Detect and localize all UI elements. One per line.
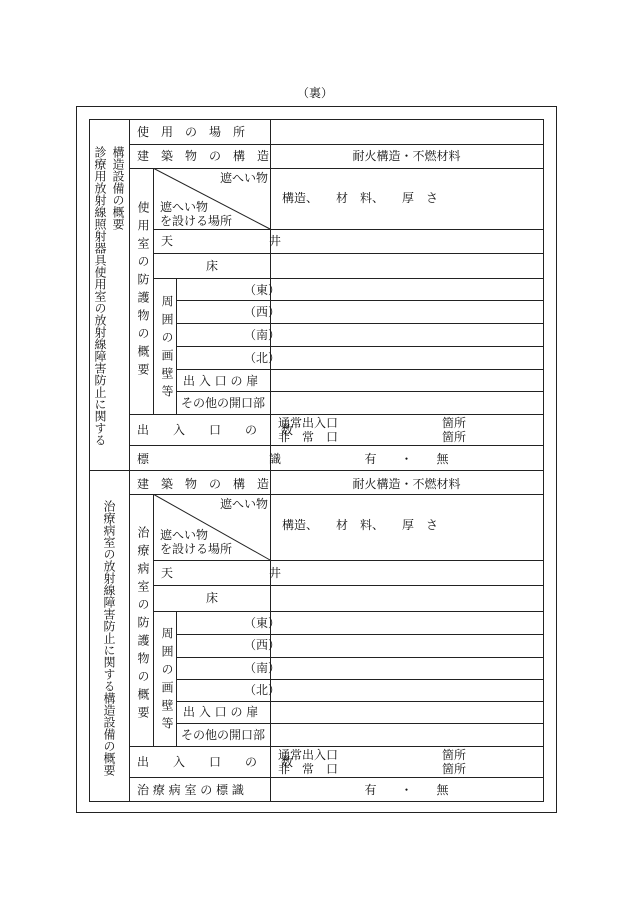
building-structure-label-2: 建 築 物 の 構 造	[137, 477, 270, 491]
emergency-exit-label: 非 常 口	[278, 430, 339, 444]
columns-header: 構造、 材 料、 厚 さ	[282, 191, 439, 205]
protect-group-label: 使用室の防護物の概要	[136, 201, 150, 381]
floor-label: 床	[206, 259, 219, 273]
sign-label: 標 識	[137, 452, 282, 466]
shield-header-bottom-2: を設ける場所	[160, 214, 233, 228]
wall-group-label-2: 周囲の画壁等	[160, 627, 174, 735]
building-structure-value-2[interactable]: 耐火構造・不燃材料	[352, 477, 461, 491]
normal-exit-label: 通常出入口	[278, 416, 339, 430]
other-openings-label-2: その他の開口部	[181, 728, 266, 742]
section2-title: 治療病室の放射線障害防止に関する構造設備の概要	[102, 500, 116, 776]
wall-east-label-2: （東）	[244, 616, 281, 630]
wall-group-label: 周囲の画壁等	[160, 295, 174, 403]
shield-header-bottom-1-2: 遮へい物	[160, 528, 209, 542]
entrance-door-label-2: 出 入 口 の 扉	[183, 705, 259, 719]
normal-exit-label-2: 通常出入口	[278, 748, 339, 762]
emergency-exit-unit-2: 箇所	[442, 762, 467, 776]
wall-south-label: （南）	[244, 328, 281, 342]
sign-value-2[interactable]: 有 ・ 無	[364, 783, 449, 797]
page-header: （裏）	[296, 86, 333, 100]
emergency-exit-unit: 箇所	[442, 430, 467, 444]
wall-north-label: （北）	[244, 351, 281, 365]
other-openings-label: その他の開口部	[181, 396, 266, 410]
building-structure-label: 建 築 物 の 構 造	[137, 149, 270, 163]
floor-label-2: 床	[206, 591, 219, 605]
entrance-door-label: 出 入 口 の 扉	[183, 374, 259, 388]
ceiling-label-2: 天 井	[161, 566, 282, 580]
ceiling-label: 天 井	[161, 234, 282, 248]
building-structure-value[interactable]: 耐火構造・不燃材料	[352, 149, 461, 163]
wall-north-label-2: （北）	[244, 683, 281, 697]
wall-west-label: （西）	[244, 305, 281, 319]
normal-exit-unit-2: 箇所	[442, 748, 467, 762]
entrance-count-label-2: 出 入 口 の 数	[137, 755, 294, 769]
columns-header-2: 構造、 材 料、 厚 さ	[282, 518, 439, 532]
normal-exit-unit: 箇所	[442, 416, 467, 430]
shield-header-bottom-2-2: を設ける場所	[160, 542, 233, 556]
entrance-count-label: 出 入 口 の 数	[137, 423, 294, 437]
protect-group-label-2: 治療病室の防護物の概要	[136, 526, 150, 724]
emergency-exit-label-2: 非 常 口	[278, 762, 339, 776]
shield-header-bottom-1: 遮へい物	[160, 200, 209, 214]
shield-header-top: 遮へい物	[220, 171, 269, 185]
wall-west-label-2: （西）	[244, 638, 281, 652]
wall-south-label-2: （南）	[244, 661, 281, 675]
sign-label-2: 治 療 病 室 の 標 識	[137, 783, 244, 797]
wall-east-label: （東）	[244, 283, 281, 297]
room-location-label: 使 用 の 場 所	[137, 125, 246, 139]
sign-value[interactable]: 有 ・ 無	[364, 452, 449, 466]
section1-title-line2: 診療用放射線照射器具使用室の放射線障害防止に関する	[93, 146, 107, 446]
section1-title-line1: 構造設備の概要	[111, 146, 125, 230]
shield-header-top-2: 遮へい物	[220, 497, 269, 511]
